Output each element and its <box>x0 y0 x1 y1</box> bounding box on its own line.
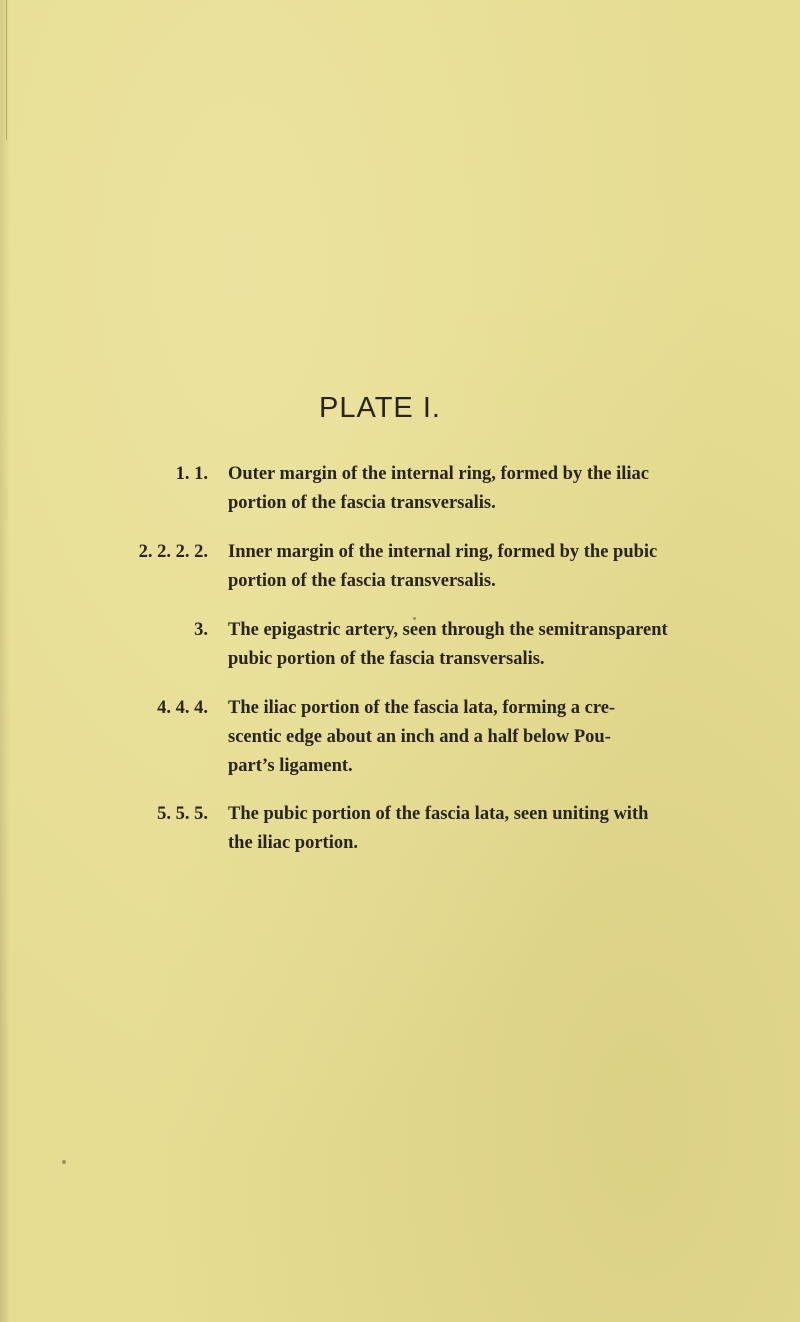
legend-item-number: 5. 5. 5. <box>157 804 208 824</box>
plate-title: PLATE I. <box>319 392 441 424</box>
legend-line: scentic edge about an inch and a half below Pou- <box>228 727 611 747</box>
legend-line: pubic portion of the fascia transversalis. <box>228 649 545 669</box>
legend-line: Outer margin of the internal ring, formed by the iliac <box>228 464 649 484</box>
legend-item <box>0 460 800 518</box>
legend-item-text <box>228 694 678 781</box>
paper-crease <box>6 0 7 140</box>
plate-legend-list <box>0 460 800 858</box>
legend-line: portion of the fascia transversalis. <box>228 571 496 591</box>
legend-item <box>0 538 800 596</box>
legend-item-number: 2. 2. 2. 2. <box>138 542 208 562</box>
legend-line: The pubic portion of the fascia lata, seen uniting with <box>228 804 649 824</box>
legend-item-number: 4. 4. 4. <box>157 698 208 718</box>
legend-item-text <box>228 538 678 596</box>
legend-item <box>0 800 800 858</box>
legend-item <box>0 694 800 781</box>
legend-line: part’s ligament. <box>228 756 353 776</box>
legend-line: the iliac portion. <box>228 833 359 853</box>
legend-line: The iliac portion of the fascia lata, forming a cre- <box>228 698 616 718</box>
legend-item-text <box>228 616 678 674</box>
legend-line: portion of the fascia transversalis. <box>228 493 496 513</box>
legend-item-number: 1. 1. <box>175 464 208 484</box>
legend-item-number: 3. <box>194 620 208 640</box>
paper-speck <box>62 1160 66 1164</box>
legend-line: The epigastric artery, seen through the semitransparent <box>228 620 668 640</box>
legend-item-text <box>228 460 678 518</box>
legend-item-text <box>228 800 678 858</box>
legend-line: Inner margin of the internal ring, formed by the pubic <box>228 542 658 562</box>
legend-item <box>0 616 800 674</box>
